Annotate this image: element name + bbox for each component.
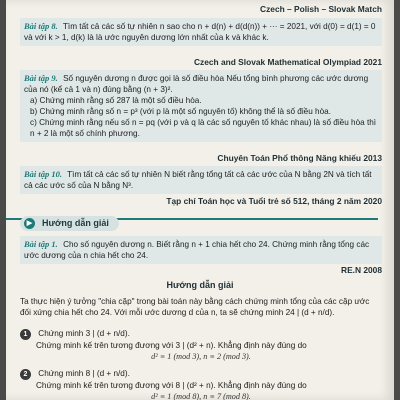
exercise-9-source: Chuyên Toán Phổ thông Năng khiếu 2013 [217, 153, 382, 163]
guide-header [20, 216, 119, 231]
exercise-8-text: Tìm tất cả các số tự nhiên n sao cho n + d(n) + d(d(n)) + ··· = 2021, với d(0) = d(1) = 0 và với k > 1, d(k) là là ước nguyên dương lớn nhất của k và khác k. [24, 22, 376, 42]
exercise-10 [20, 166, 382, 194]
exercise-8 [20, 18, 382, 46]
step-1-math: d² ≡ 1 (mod 3), n ≡ 2 (mod 3). [151, 352, 251, 361]
step-1-badge: 1 [20, 329, 31, 340]
exercise-1-tag: Bài tập 1. [24, 239, 58, 249]
guide-header-bar [6, 218, 378, 236]
step-1-line2: Chứng minh kế trên tương đương với 3 | (d² + n). Khẳng định này đúng do [36, 341, 307, 350]
exercise-10-tag: Bài tập 10. [24, 169, 63, 179]
solution-step-2 [20, 368, 382, 400]
exercise-1-source: RE.N 2008 [341, 265, 382, 275]
exercise-9-item-a: a) Chứng minh rằng số 287 là một số điều hòa. [30, 96, 202, 105]
exercise-9-item-b: b) Chứng minh rằng số n = p³ (với p là một số nguyên tố) không thể là số điều hòa. [30, 107, 331, 116]
step-2-title: Chứng minh 8 | (d + n/d). [38, 369, 130, 378]
solution-paragraph: Ta thực hiện ý tưởng "chia cặp" trong bài toán này bằng cách chứng minh tổng của các cặp ước đối xứng chia hết cho 24. Với mỗi ước dương d của n, ta sẽ chứng minh 24 | (d + n/d). [20, 297, 370, 317]
solution-title: Hướng dẫn giải [166, 280, 234, 290]
exercise-9 [20, 70, 382, 142]
exercise-1 [20, 236, 382, 264]
step-1-title: Chứng minh 3 | (d + n/d). [38, 329, 130, 338]
exercise-10-text: Tìm tất cả các số tự nhiên N biết rằng tổng tất cả các ước của N bằng 2N và tích tất cả các ước số của N bằng N³. [24, 170, 372, 190]
solution-step-1 [20, 328, 382, 362]
exercise-10-source: Tạp chí Toán học và Tuổi trẻ số 512, tháng 2 năm 2020 [166, 196, 382, 206]
exercise-9-item-c: c) Chứng minh rằng nếu số n = pq (với p và q là các số nguyên tố khác nhau) là số điều hòa thì n + 2 là một số chính phương. [30, 118, 377, 138]
exercise-8-tag: Bài tập 8. [24, 21, 58, 31]
source-top: Czech – Polish – Slovak Match [260, 4, 382, 14]
guide-header-label: Hướng dẫn giải [42, 218, 109, 228]
step-2-badge: 2 [20, 369, 31, 380]
exercise-8-source: Czech and Slovak Mathematical Olympiad 2021 [193, 57, 382, 67]
step-2-line2: Chứng minh kế trên tương đương với 8 | (d² + n). Khẳng định này đúng do [36, 381, 307, 390]
arrow-right-icon: ▶ [24, 218, 35, 229]
exercise-9-tag: Bài tập 9. [24, 73, 58, 83]
step-2-math: d² ≡ 1 (mod 8), n ≡ 7 (mod 8). [151, 392, 251, 400]
book-page [6, 0, 394, 400]
exercise-1-text: Cho số nguyên dương n. Biết rằng n + 1 chia hết cho 24. Chứng minh rằng tổng các ước dương của n chia hết cho 24. [24, 240, 370, 260]
exercise-9-intro: Số nguyên dương n được gọi là số điều hòa Nếu tổng bình phương các ước dương của nó (kể cả 1 và n) đúng bằng (n + 3)². [24, 74, 369, 94]
